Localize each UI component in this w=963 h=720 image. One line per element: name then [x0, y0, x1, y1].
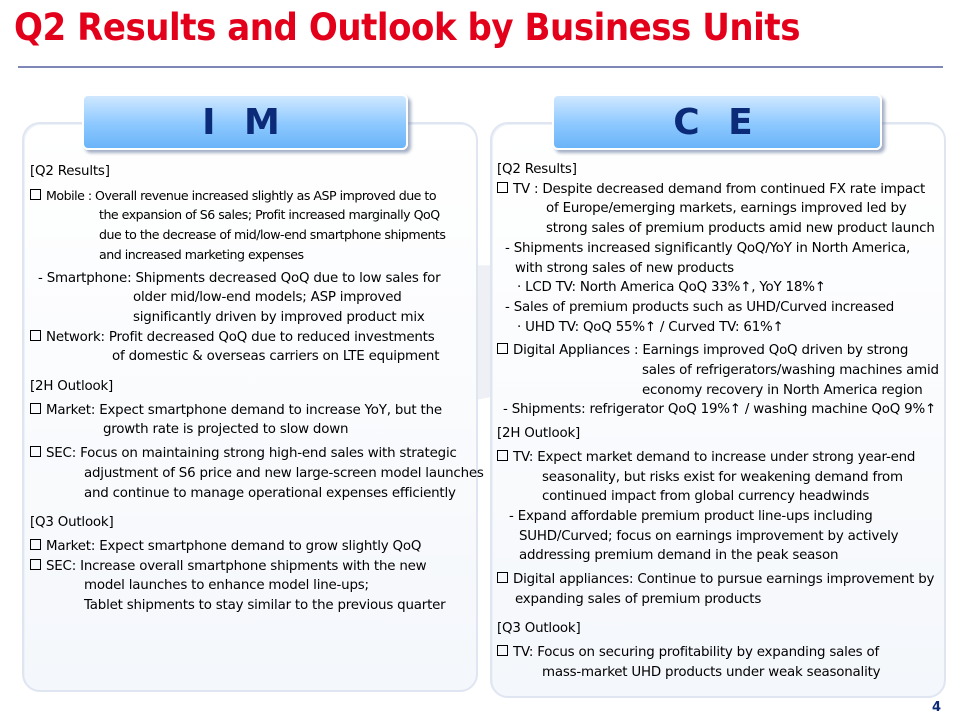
- im-mobile-item: Mobile : Overall revenue increased slightly as ASP improved due to: [30, 186, 482, 206]
- im-sec-line: and continue to manage operational expenses efficiently: [84, 485, 456, 501]
- ce-shipments-item: - Shipments increased significantly QoQ/YoY in North America,: [505, 240, 911, 256]
- im-smartphone-line: significantly driven by improved product mix: [133, 309, 425, 325]
- checkbox-bullet-icon: [497, 645, 508, 656]
- im-q3-outlook-heading: [Q3 Outlook]: [30, 515, 114, 531]
- im-network-line: of domestic & overseas carriers on LTE equipment: [112, 349, 440, 365]
- page-title: Q2 Results and Outlook by Business Units: [14, 6, 800, 49]
- ce-2h-outlook-heading: [2H Outlook]: [497, 426, 581, 442]
- im-network-item: Network: Profit decreased QoQ due to reduced investments: [30, 328, 482, 348]
- ce-tv-line: of Europe/emerging markets, earnings improved led by: [546, 201, 907, 217]
- im-mobile-line: and increased marketing expenses: [99, 246, 304, 262]
- checkbox-bullet-icon: [497, 343, 508, 354]
- im-sec-line: adjustment of S6 price and new large-screen model launches: [84, 465, 484, 481]
- im-2h-outlook-heading: [2H Outlook]: [30, 379, 114, 395]
- im-smartphone-line: older mid/low-end models; ASP improved: [133, 290, 402, 306]
- checkbox-bullet-icon: [30, 559, 41, 570]
- ce-q2-results-heading: [Q2 Results]: [497, 162, 577, 177]
- ce-2h-tv-item: TV: Expect market demand to increase under strong year-end: [497, 448, 942, 468]
- im-q3-sec-line: Tablet shipments to stay similar to the previous quarter: [84, 598, 446, 614]
- checkbox-bullet-icon: [30, 539, 41, 550]
- page-number: 4: [931, 700, 941, 715]
- ce-expand-line: SUHD/Curved; focus on earnings improvement by actively: [519, 528, 899, 544]
- im-mobile-line: the expansion of S6 sales; Profit increased marginally QoQ: [99, 207, 440, 223]
- ce-premium-item: - Sales of premium products such as UHD/Curved increased: [505, 299, 895, 315]
- ce-tv-line: strong sales of premium products amid new product launch: [546, 221, 935, 237]
- im-market-line: growth rate is projected to slow down: [103, 422, 349, 438]
- ce-uhd-item: · UHD TV: QoQ 55%↑ / Curved TV: 61%↑: [517, 319, 784, 335]
- ce-lcd-item: · LCD TV: North America QoQ 33%↑, YoY 18%↑: [517, 280, 826, 296]
- checkbox-bullet-icon: [30, 446, 41, 457]
- ce-q3-tv-line: mass-market UHD products under weak seasonality: [542, 664, 881, 680]
- im-header: I M: [82, 94, 408, 150]
- ce-q3-tv-item: TV: Focus on securing profitability by expanding sales of: [497, 643, 942, 663]
- checkbox-bullet-icon: [497, 572, 508, 583]
- ce-expand-item: - Expand affordable premium product line-ups including: [509, 508, 873, 524]
- title-divider: [18, 66, 943, 68]
- im-q2-results-heading: [Q2 Results]: [30, 164, 110, 179]
- ce-content: [497, 160, 942, 683]
- checkbox-bullet-icon: [497, 450, 508, 461]
- ce-digital-appliances-line: sales of refrigerators/washing machines amid: [642, 363, 939, 379]
- ce-2h-tv-line: seasonality, but risks exist for weakening demand from: [542, 469, 903, 485]
- ce-tv-item: TV : Despite decreased demand from continued FX rate impact: [497, 180, 942, 200]
- ce-2h-da-item: Digital appliances: Continue to pursue earnings improvement by: [497, 570, 942, 590]
- im-content: [30, 162, 482, 616]
- ce-2h-da-line: expanding sales of premium products: [515, 591, 762, 607]
- ce-q3-outlook-heading: [Q3 Outlook]: [497, 621, 581, 637]
- checkbox-bullet-icon: [30, 403, 41, 414]
- ce-da-shipments-item: - Shipments: refrigerator QoQ 19%↑ / washing machine QoQ 9%↑: [503, 402, 937, 418]
- im-q3-market-item: Market: Expect smartphone demand to grow slightly QoQ: [30, 537, 482, 557]
- checkbox-bullet-icon: [497, 182, 508, 193]
- im-q3-sec-line: model launches to enhance model line-ups;: [84, 578, 369, 594]
- ce-digital-appliances-line: economy recovery in North America region: [642, 382, 923, 398]
- im-smartphone-item: - Smartphone: Shipments decreased QoQ due to low sales for: [38, 270, 441, 286]
- ce-digital-appliances-item: Digital Appliances : Earnings improved QoQ driven by strong: [497, 341, 942, 361]
- im-q3-sec-item: SEC: Increase overall smartphone shipments with the new: [30, 557, 482, 577]
- im-sec-item: SEC: Focus on maintaining strong high-end sales with strategic: [30, 444, 482, 464]
- ce-header: C E: [552, 94, 882, 150]
- checkbox-bullet-icon: [30, 189, 41, 200]
- ce-expand-line: addressing premium demand in the peak season: [519, 548, 839, 564]
- ce-shipments-line: with strong sales of new products: [515, 260, 734, 276]
- checkbox-bullet-icon: [30, 330, 41, 341]
- im-mobile-line: due to the decrease of mid/low-end smartphone shipments: [99, 227, 446, 243]
- im-market-item: Market: Expect smartphone demand to increase YoY, but the: [30, 401, 482, 421]
- ce-2h-tv-line: continued impact from global currency headwinds: [542, 489, 870, 505]
